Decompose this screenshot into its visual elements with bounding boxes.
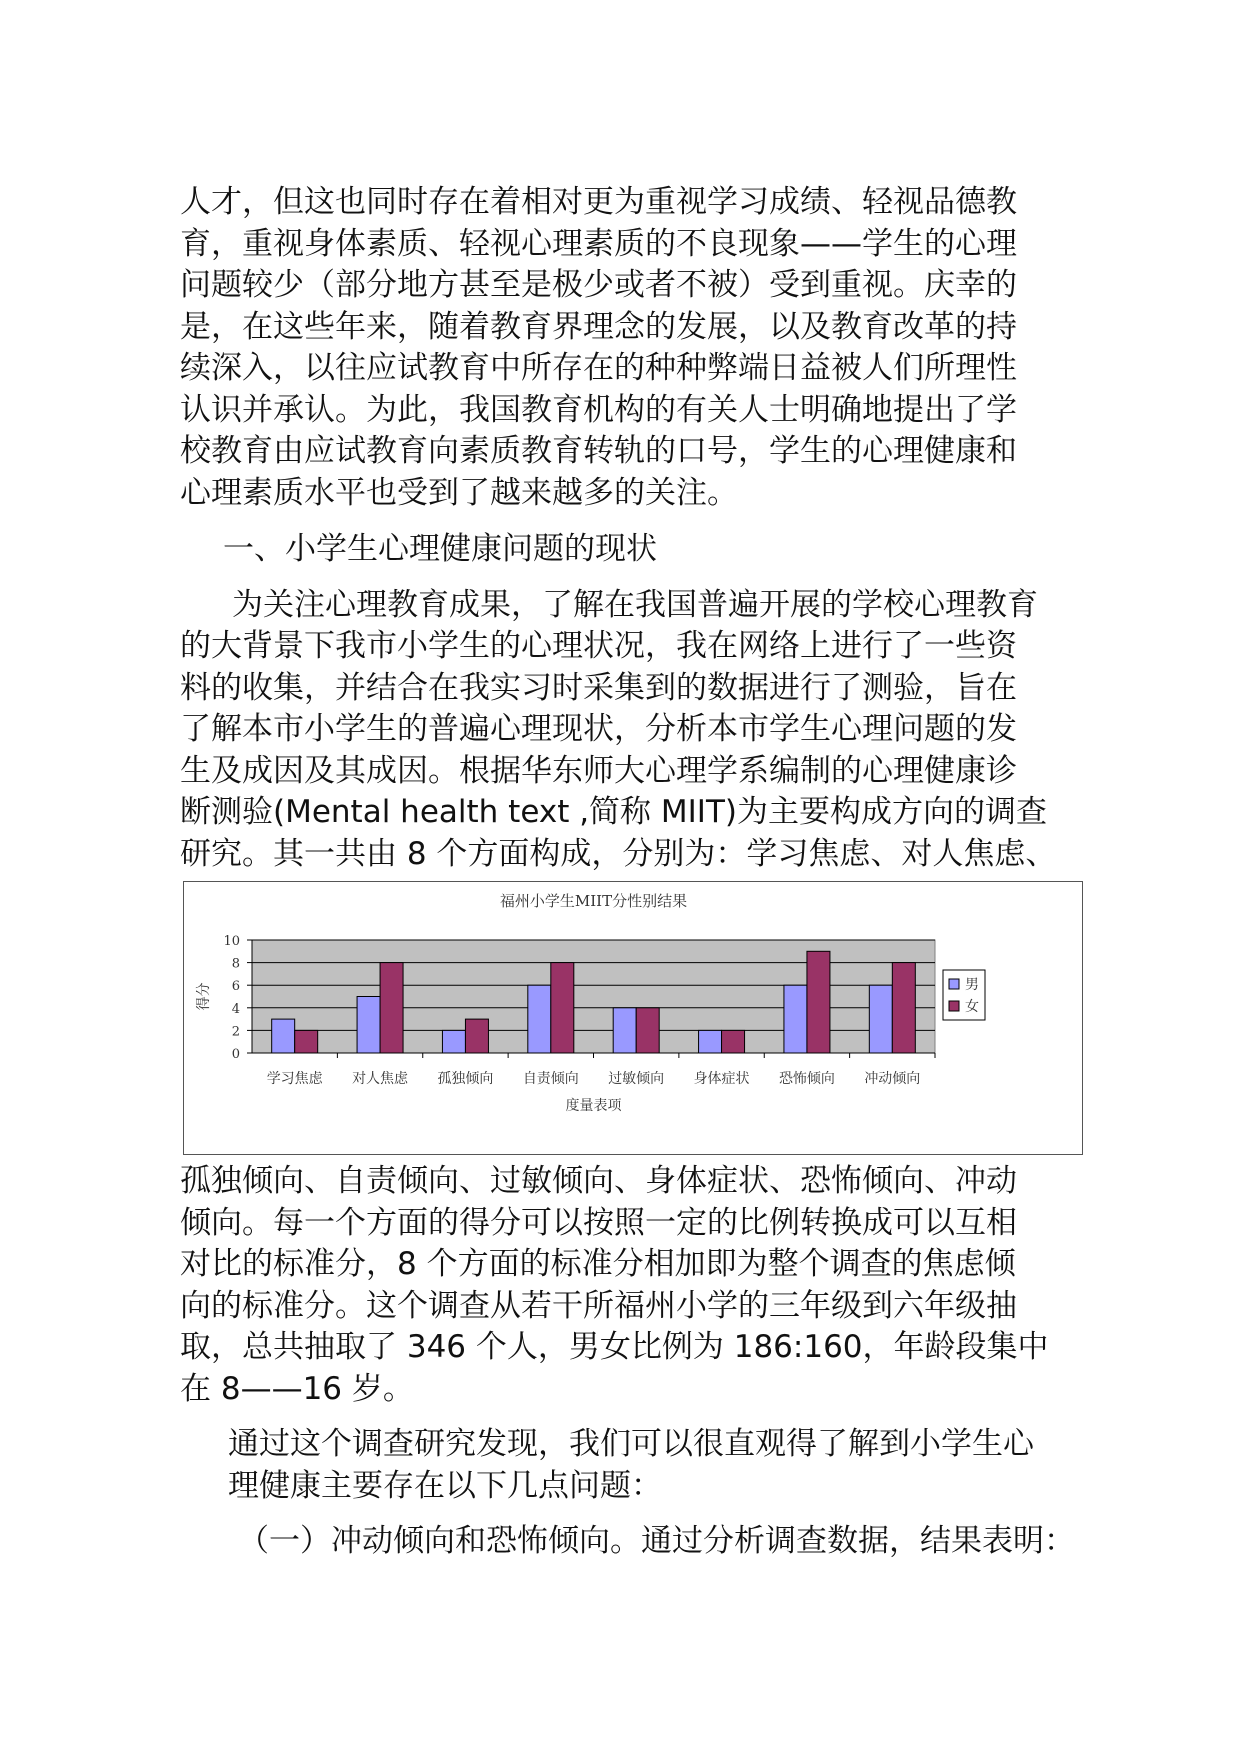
text-line: 问题较少（部分地方甚至是极少或者不被）受到重视。庆幸的 — [180, 267, 1017, 303]
y-tick-label: 10 — [223, 934, 240, 949]
y-tick-label: 0 — [231, 1047, 240, 1062]
bar — [380, 963, 403, 1053]
text-line: （一）冲动倾向和恐怖倾向。通过分析调查数据，结果表明： — [238, 1523, 1075, 1559]
text-line: 生及成因及其成因。根据华东师大心理学系编制的心理健康诊 — [180, 752, 1017, 789]
paragraph-2 — [180, 585, 1085, 876]
text-line: 的大背景下我市小学生的心理状况，我在网络上进行了一些资 — [180, 628, 1017, 664]
bar — [636, 1008, 659, 1053]
text-line: 通过这个调查研究发现，我们可以很直观得了解到小学生心 — [228, 1426, 1034, 1462]
text-line: 研究。其一共由 8 个方面构成，分别为：学习焦虑、对人焦虑、 — [180, 835, 1057, 872]
bar — [528, 985, 551, 1053]
bar — [722, 1030, 745, 1053]
legend-label: 男 — [965, 977, 979, 993]
y-axis-label: 得分 — [196, 982, 212, 1011]
text-line: 在 8——16 岁。 — [180, 1370, 414, 1407]
text-line: 校教育由应试教育向素质教育转轨的口号，学生的心理健康和 — [180, 433, 1017, 469]
y-tick-label: 6 — [231, 979, 240, 995]
text-line: 向的标准分。这个调查从若干所福州小学的三年级到六年级抽 — [180, 1287, 1017, 1324]
legend-swatch — [949, 979, 959, 989]
bar — [892, 963, 915, 1053]
text-line: 孤独倾向、自责倾向、过敏倾向、身体症状、恐怖倾向、冲动 — [180, 1163, 1017, 1199]
bar — [551, 963, 574, 1053]
bar — [295, 1030, 318, 1053]
y-tick-label: 2 — [231, 1024, 240, 1040]
section-heading: 一、小学生心理健康问题的现状 — [223, 531, 657, 567]
paragraph-4 — [180, 1424, 1085, 1507]
bar — [869, 985, 892, 1053]
text-line: 为关注心理教育成果，了解在我国普遍开展的学校心理教育 — [232, 586, 1038, 623]
y-tick-label: 4 — [231, 1001, 240, 1017]
x-tick-label: 过敏倾向 — [608, 1071, 665, 1087]
text-line: 理健康主要存在以下几点问题： — [228, 1467, 662, 1504]
paragraph-3 — [180, 1161, 1085, 1410]
x-tick-label: 身体症状 — [693, 1071, 750, 1087]
text-line: 育，重视身体素质、轻视心理素质的不良现象——学生的心理 — [180, 225, 1017, 262]
document-page — [180, 182, 1085, 1563]
x-tick-label: 自责倾向 — [522, 1071, 579, 1087]
text-line: 是，在这些年来，随着教育界理念的发展，以及教育改革的持 — [180, 308, 1017, 345]
plot-area — [252, 940, 935, 1053]
x-tick-label: 学习焦虑 — [266, 1071, 323, 1087]
bar — [807, 951, 830, 1053]
bar — [272, 1019, 295, 1053]
text-line: 心理素质水平也受到了越来越多的关注。 — [180, 474, 738, 511]
text-line: 认识并承认。为此，我国教育机构的有关人士明确地提出了学 — [180, 391, 1017, 428]
chart-title: 福州小学生MIIT分性别结果 — [499, 892, 688, 910]
legend-label: 女 — [965, 999, 979, 1015]
text-line: 对比的标准分，8 个方面的标准分相加即为整个调查的焦虑倾 — [180, 1246, 1016, 1282]
paragraph-1 — [180, 182, 1085, 514]
x-tick-label: 对人焦虑 — [352, 1071, 409, 1087]
bar — [357, 997, 380, 1054]
text-line: 人才，但这也同时存在着相对更为重视学习成绩、轻视品德教 — [180, 184, 1017, 220]
bar — [442, 1030, 465, 1053]
bar — [784, 985, 807, 1053]
bar — [465, 1019, 488, 1053]
y-tick-label: 8 — [231, 956, 240, 972]
legend-swatch — [949, 1001, 959, 1011]
text-line: 断测验(Mental health text ,简称 MIIT)为主要构成方向的调查 — [180, 794, 1047, 830]
chart-svg — [184, 882, 1082, 1154]
bar — [699, 1030, 722, 1053]
x-tick-label: 冲动倾向 — [864, 1071, 921, 1087]
bar-chart — [183, 881, 1083, 1155]
text-line: 料的收集，并结合在我实习时采集到的数据进行了测验，旨在 — [180, 669, 1017, 706]
x-tick-label: 恐怖倾向 — [778, 1071, 835, 1087]
text-line: 续深入，以往应试教育中所存在的种种弊端日益被人们所理性 — [180, 350, 1017, 386]
text-line: 取，总共抽取了 346 个人，男女比例为 186:160，年龄段集中 — [180, 1329, 1049, 1365]
x-tick-label: 孤独倾向 — [437, 1071, 494, 1087]
text-line: 了解本市小学生的普遍心理现状，分析本市学生心理问题的发 — [180, 711, 1017, 747]
paragraph-5 — [180, 1521, 1085, 1563]
text-line: 倾向。每一个方面的得分可以按照一定的比例转换成可以互相 — [180, 1204, 1017, 1241]
x-axis-label: 度量表项 — [565, 1098, 622, 1114]
bar — [613, 1008, 636, 1053]
